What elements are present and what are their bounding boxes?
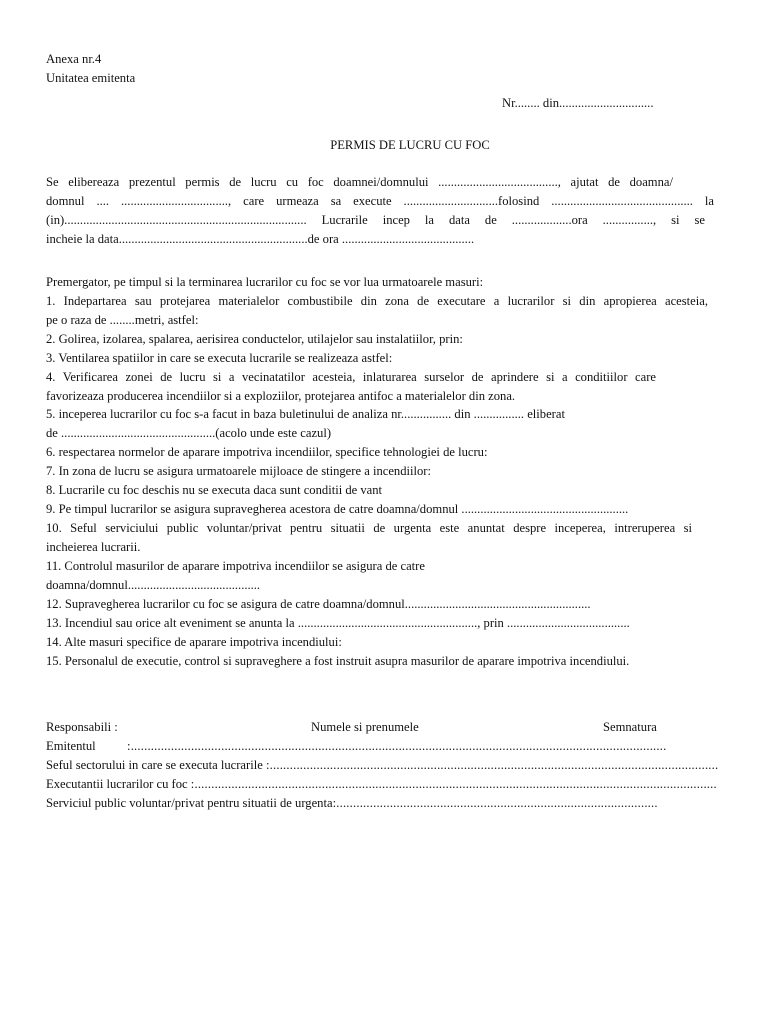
measure-line: 10. Seful serviciului public voluntar/privat pentru situatii de urgenta este anuntat despre inceperea, intreruperea si <box>46 521 692 535</box>
signature-row-label: Emitentul <box>46 739 96 753</box>
responsible-column-header: Responsabili : <box>46 720 118 734</box>
measure-line: 5. inceperea lucrarilor cu foc s-a facut in baza buletinului de analiza nr................ din ................ eliberat <box>46 407 565 421</box>
measure-line: 15. Personalul de executie, control si supraveghere a fost instruit asupra masurilor de aparare impotriva incendiului. <box>46 654 630 668</box>
measure-line: 3. Ventilarea spatiilor in care se executa lucrarile se realizeaza astfel: <box>46 351 393 365</box>
intro-line-4: incheie la data............................................................de ora .......................................... <box>46 232 475 246</box>
intro-line-3: (in)............................................................................. Lucrarile incep la data de ...................ora ................, si se <box>46 213 705 227</box>
signature-row-dots: :...................................................................................................................................... <box>265 758 719 772</box>
measure-line: 7. In zona de lucru se asigura urmatoarele mijloace de stingere a incendiilor: <box>46 464 432 478</box>
measure-line: 4. Verificarea zonei de lucru si a vecinatatilor acesteia, inlaturarea surselor de aprindere si a conditiilor care <box>46 370 656 384</box>
signature-row-emergency-service <box>46 794 721 812</box>
measures-intro: Premergator, pe timpul si la terminarea lucrarilor cu foc se vor lua urmatoarele masuri: <box>46 275 484 289</box>
measure-line: de .................................................(acolo unde este cazul) <box>46 426 332 440</box>
signature-column-header: Semnatura <box>603 720 657 734</box>
signature-row-label: Seful sectorului in care se executa lucrarile <box>46 758 263 772</box>
intro-line-1: Se elibereaza prezentul permis de lucru cu foc doamnei/domnului ......................................, ajutat de doamna/ <box>46 175 673 189</box>
measure-line: 14. Alte masuri specifice de aparare impotriva incendiului: <box>46 635 342 649</box>
measure-line: 1. Indepartarea sau protejarea materialelor combustibile din zona de executare a lucrarilor si din apropierea acesteia, <box>46 294 708 308</box>
signature-row-dots: :................................................................................................................................................................ <box>127 739 667 753</box>
signature-row-issuer <box>46 737 721 755</box>
name-column-header: Numele si prenumele <box>311 720 419 734</box>
measure-line: 6. respectarea normelor de aparare impotriva incendiilor, specifice tehnologiei de lucru: <box>46 445 488 459</box>
measure-line: 12. Supravegherea lucrarilor cu foc se asigura de catre doamna/domnul........................................................... <box>46 597 591 611</box>
signature-row-executants <box>46 775 721 793</box>
signature-row-dots: :............................................................................................................................................................ <box>190 777 717 791</box>
issuing-unit: Unitatea emitenta <box>46 71 136 85</box>
measure-line: 11. Controlul masurilor de aparare impotriva incendiilor se asigura de catre <box>46 559 425 573</box>
measure-line: 13. Incendiul sau orice alt eveniment se anunta la ........................................................., prin ....................................... <box>46 616 630 630</box>
signature-row-label: Serviciul public voluntar/privat pentru situatii de urgenta <box>46 796 333 810</box>
document-number-date: Nr........ din.............................. <box>502 96 654 110</box>
document-title: PERMIS DE LUCRU CU FOC <box>330 138 490 152</box>
signature-row-dots: :................................................................................................ <box>332 796 658 810</box>
signature-row-sector-chief <box>46 756 721 774</box>
measure-line: incheierea lucrarii. <box>46 540 141 554</box>
measure-line: pe o raza de ........metri, astfel: <box>46 313 199 327</box>
signature-row-label: Executantii lucrarilor cu foc <box>46 777 188 791</box>
measure-line: 9. Pe timpul lucrarilor se asigura supravegherea acestora de catre doamna/domnul ..................................................... <box>46 502 629 516</box>
measure-line: 2. Golirea, izolarea, spalarea, aerisirea conductelor, utilajelor sau instalatiilor, prin: <box>46 332 463 346</box>
measure-line: favorizeaza producerea incendiilor si a exploziilor, protejarea antifoc a materialelor din zona. <box>46 389 516 403</box>
annex-number: Anexa nr.4 <box>46 52 102 66</box>
intro-line-2: domnul .... .................................., care urmeaza sa execute ..............................folosind ............................................. la <box>46 194 714 208</box>
measure-line: doamna/domnul.......................................... <box>46 578 261 592</box>
measure-line: 8. Lucrarile cu foc deschis nu se executa daca sunt conditii de vant <box>46 483 383 497</box>
